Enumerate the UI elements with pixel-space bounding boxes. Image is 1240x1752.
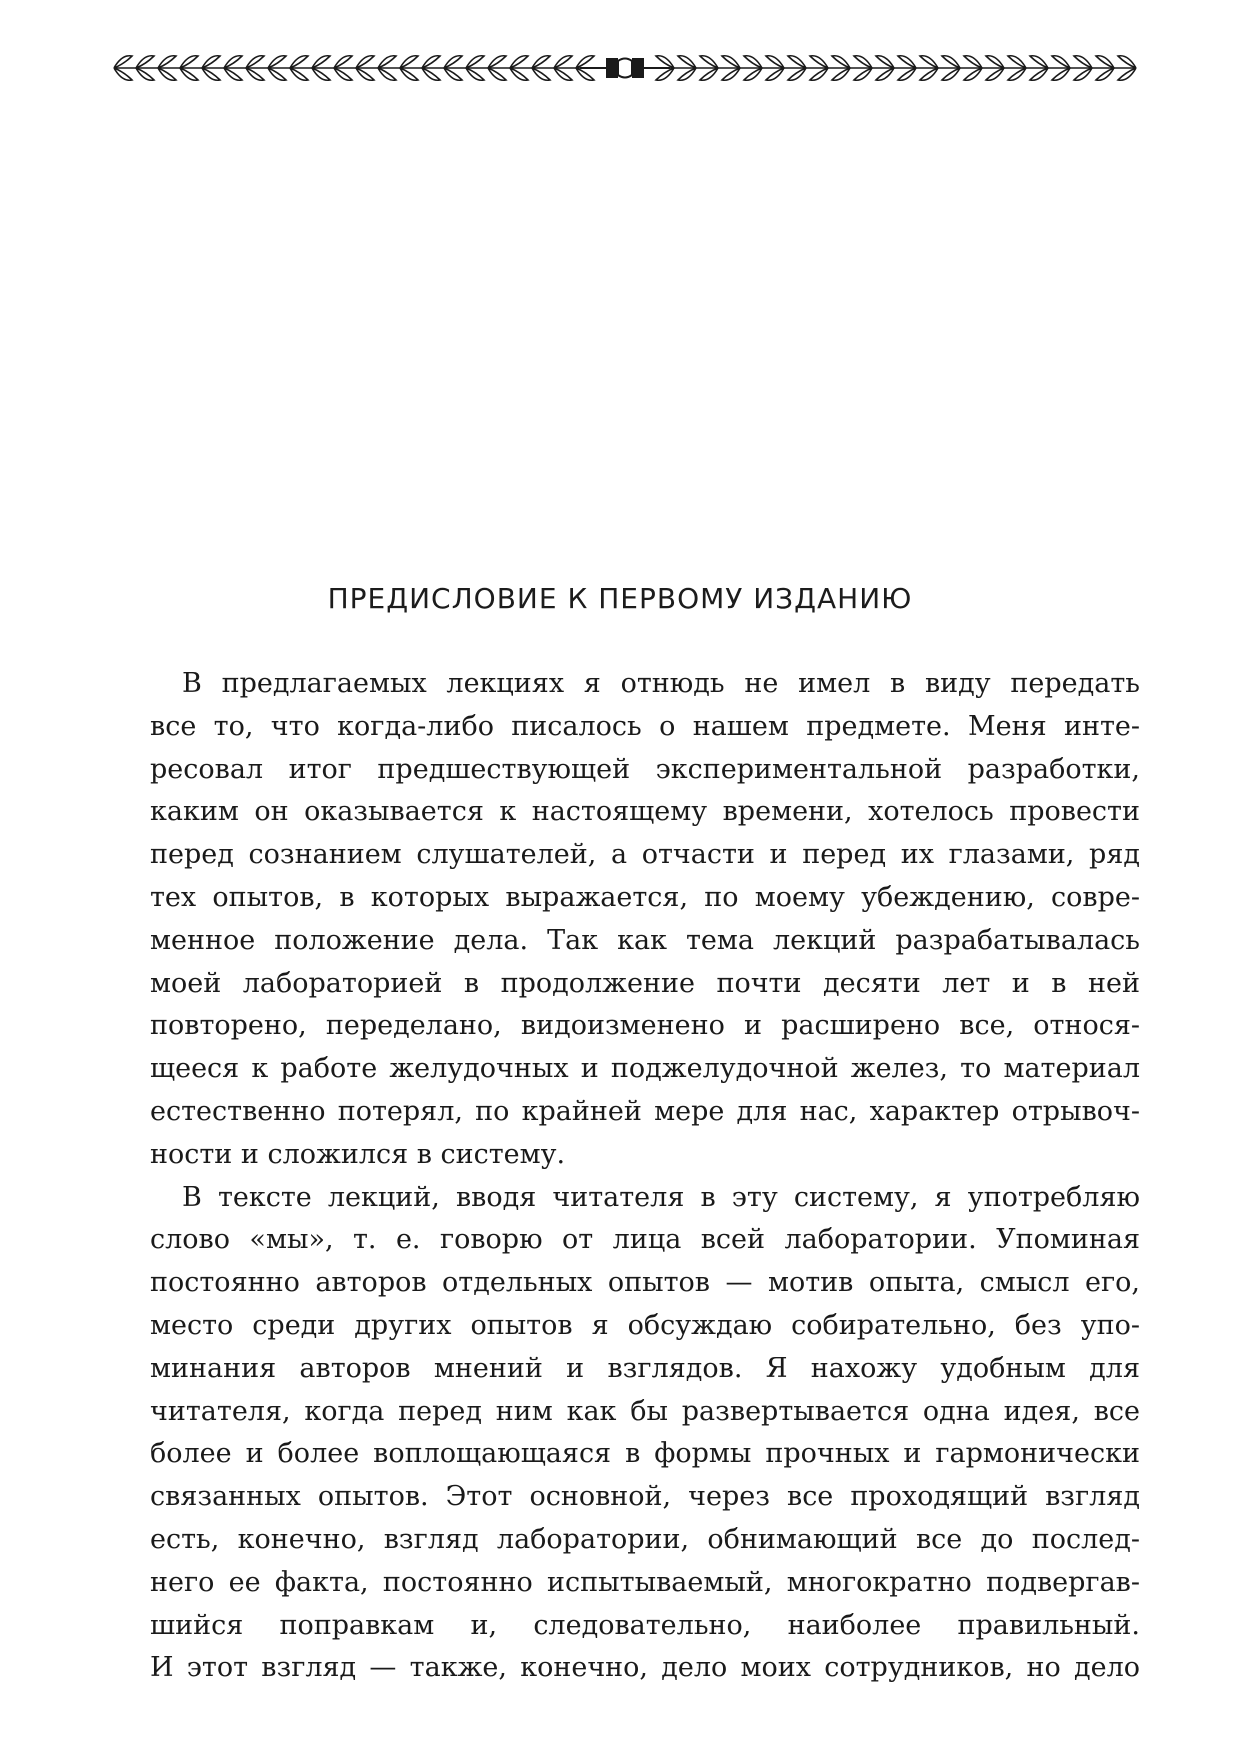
text-line: моей лабораторией в продолжение почти десяти лет и в ней	[150, 967, 1140, 999]
text-line: В тексте лекций, вводя читателя в эту систему, я употребляю	[182, 1181, 1140, 1213]
text-line: минания авторов мнений и взглядов. Я нахожу удобным для	[150, 1352, 1140, 1384]
text-line: тех опытов, в которых выражается, по моему убеждению, совре-	[150, 881, 1140, 913]
text-line: естественно потерял, по крайней мере для нас, характер отрывоч-	[150, 1095, 1140, 1127]
laurel-border-ornament-icon	[110, 44, 1140, 90]
text-line: читателя, когда перед ним как бы развертывается одна идея, все	[150, 1395, 1140, 1427]
text-line: В предлагаемых лекциях я отнюдь не имел в виду передать	[182, 668, 1140, 699]
preface-body	[150, 663, 1140, 1690]
paragraph-2	[150, 1177, 1140, 1691]
text-line: ресовал итог предшествующей экспериментальной разработки,	[150, 753, 1140, 785]
text-line: перед сознанием слушателей, а отчасти и перед их глазами, ряд	[150, 839, 1140, 871]
text-line: есть, конечно, взгляд лаборатории, обнимающий все до послед-	[150, 1523, 1140, 1555]
paragraph-1	[150, 663, 1140, 1177]
text-line: все то, что когда-либо писалось о нашем предмете. Меня инте-	[150, 710, 1140, 742]
page-title: ПРЕДИСЛОВИЕ К ПЕРВОМУ ИЗДАНИЮ	[327, 582, 913, 615]
text-line: менное положение дела. Так как тема лекций разрабатывалась	[150, 924, 1140, 956]
text-line: щееся к работе желудочных и поджелудочной желез, то материал	[150, 1053, 1140, 1085]
text-line: ности и сложился в систему.	[150, 1138, 566, 1170]
text-line: связанных опытов. Этот основной, через все проходящий взгляд	[150, 1481, 1140, 1513]
text-line: шийся поправкам и, следовательно, наиболее правильный.	[150, 1609, 1140, 1641]
text-line: него ее факта, постоянно испытываемый, многократно подвергав-	[150, 1566, 1140, 1598]
text-line: повторено, переделано, видоизменено и расширено все, относя-	[150, 1010, 1140, 1042]
text-line: И этот взгляд — также, конечно, дело моих сотрудников, но дело	[150, 1652, 1140, 1684]
text-line: постоянно авторов отдельных опытов — мотив опыта, смысл его,	[150, 1267, 1140, 1299]
text-line: каким он оказывается к настоящему времени, хотелось провести	[150, 796, 1140, 828]
text-line: слово «мы», т. е. говорю от лица всей лаборатории. Упоминая	[150, 1224, 1140, 1256]
text-line: место среди других опытов я обсуждаю собирательно, без упо-	[150, 1309, 1140, 1341]
text-line: более и более воплощающаяся в формы прочных и гармонически	[150, 1438, 1140, 1470]
